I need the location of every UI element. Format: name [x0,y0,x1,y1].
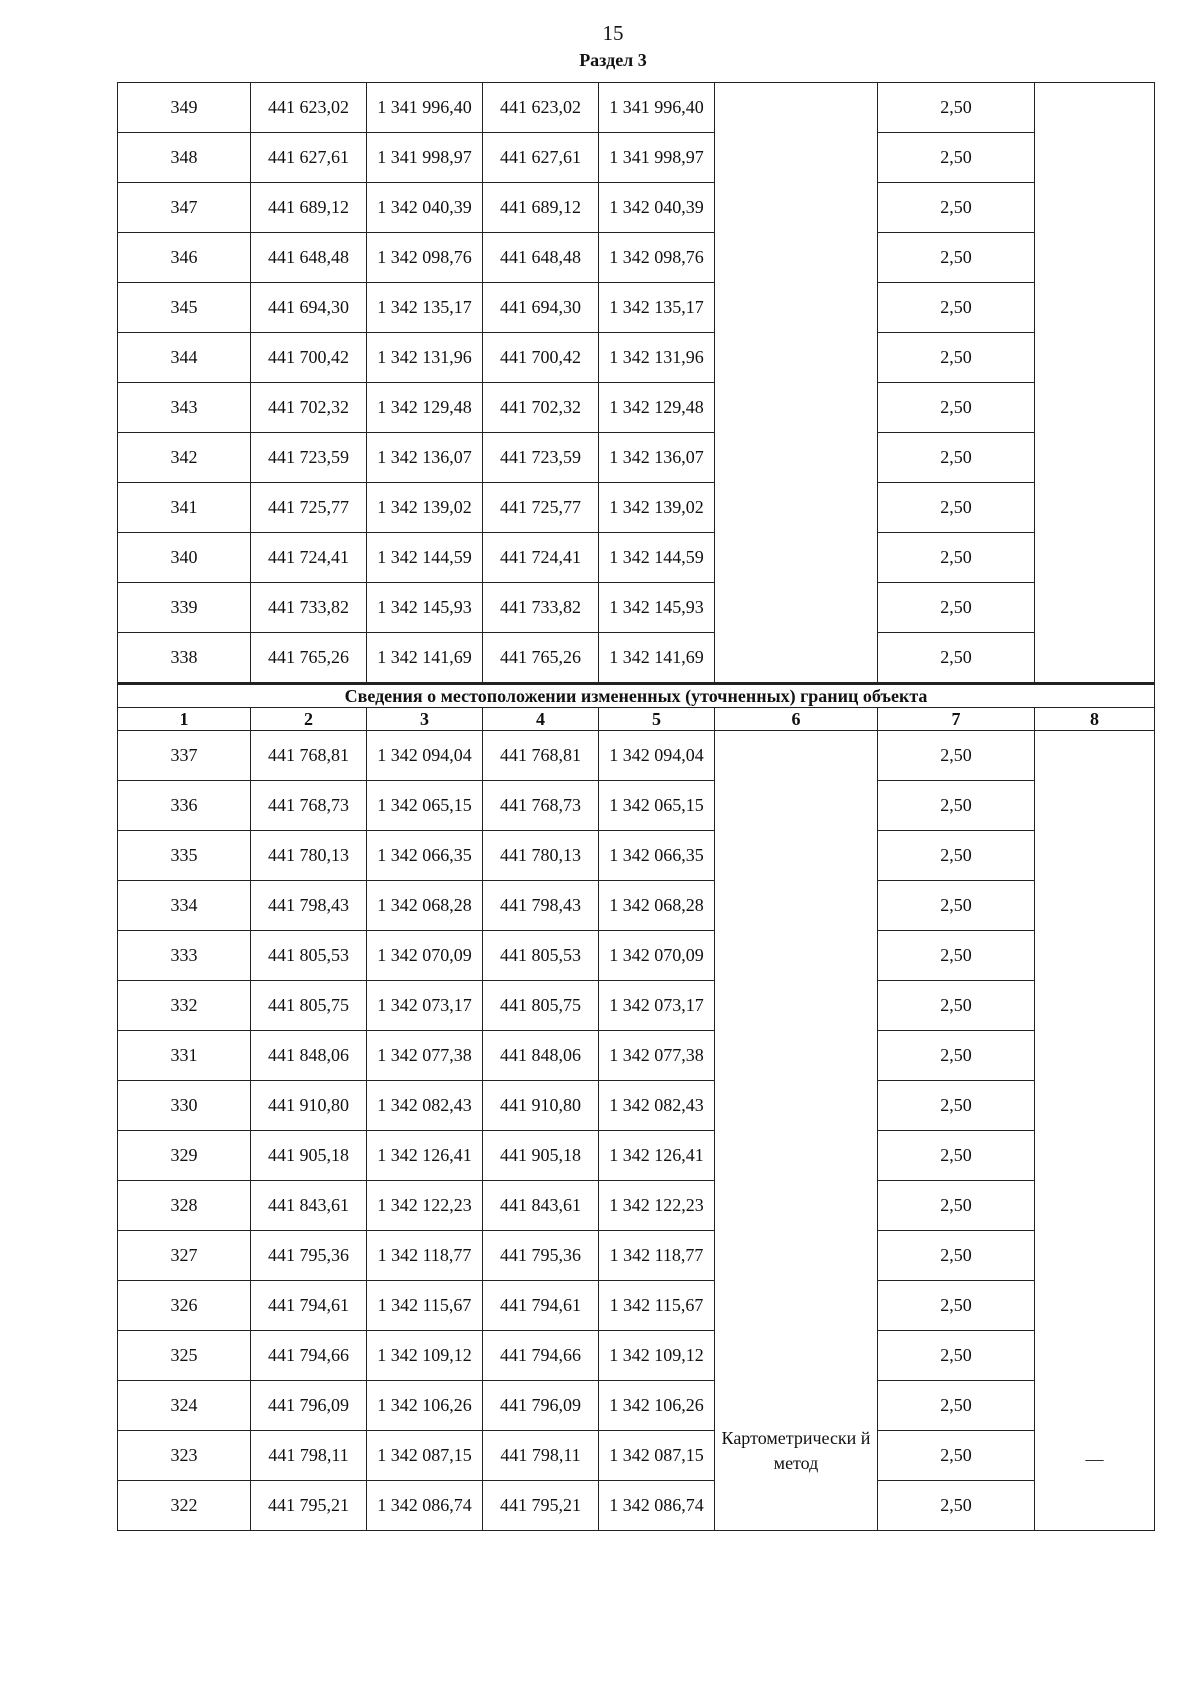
y-new-cell: 1 342 141,69 [599,633,715,684]
table-row [118,533,1155,583]
accuracy-cell: 2,50 [878,483,1035,533]
y-old-cell: 1 342 077,38 [367,1031,483,1081]
x-old-cell: 441 733,82 [251,583,367,633]
x-new-cell: 441 795,21 [483,1481,599,1531]
y-new-cell: 1 342 136,07 [599,433,715,483]
point-number-cell: 336 [118,781,251,831]
point-number-cell: 343 [118,383,251,433]
table-row [118,1281,1155,1331]
y-new-cell: 1 342 082,43 [599,1081,715,1131]
point-number-cell: 341 [118,483,251,533]
column-number-cell: 6 [715,708,878,731]
accuracy-cell: 2,50 [878,1481,1035,1531]
x-new-cell: 441 843,61 [483,1181,599,1231]
y-old-cell: 1 342 136,07 [367,433,483,483]
y-new-cell: 1 342 144,59 [599,533,715,583]
point-number-cell: 331 [118,1031,251,1081]
table-row [118,931,1155,981]
x-old-cell: 441 765,26 [251,633,367,684]
y-old-cell: 1 342 144,59 [367,533,483,583]
point-number-cell: 345 [118,283,251,333]
accuracy-cell: 2,50 [878,881,1035,931]
x-old-cell: 441 798,43 [251,881,367,931]
accuracy-cell: 2,50 [878,1281,1035,1331]
y-new-cell: 1 342 129,48 [599,383,715,433]
y-new-cell: 1 342 139,02 [599,483,715,533]
table-row [118,83,1155,133]
x-new-cell: 441 794,61 [483,1281,599,1331]
y-old-cell: 1 341 998,97 [367,133,483,183]
table-row [118,383,1155,433]
table-row [118,1131,1155,1181]
x-old-cell: 441 648,48 [251,233,367,283]
point-number-cell: 323 [118,1431,251,1481]
accuracy-cell: 2,50 [878,533,1035,583]
x-old-cell: 441 794,66 [251,1331,367,1381]
x-old-cell: 441 794,61 [251,1281,367,1331]
y-old-cell: 1 342 129,48 [367,383,483,433]
x-old-cell: 441 798,11 [251,1431,367,1481]
lower-table-body [118,731,1155,1531]
y-old-cell: 1 342 068,28 [367,881,483,931]
accuracy-cell: 2,50 [878,383,1035,433]
x-old-cell: 441 694,30 [251,283,367,333]
y-old-cell: 1 342 082,43 [367,1081,483,1131]
point-number-cell: 349 [118,83,251,133]
x-new-cell: 441 805,53 [483,931,599,981]
y-new-cell: 1 342 086,74 [599,1481,715,1531]
y-old-cell: 1 342 098,76 [367,233,483,283]
y-new-cell: 1 342 070,09 [599,931,715,981]
column-number-cell: 8 [1035,708,1155,731]
x-old-cell: 441 702,32 [251,383,367,433]
point-number-cell: 327 [118,1231,251,1281]
column-number-cell: 5 [599,708,715,731]
x-old-cell: 441 623,02 [251,83,367,133]
table-row [118,881,1155,931]
accuracy-cell: 2,50 [878,1381,1035,1431]
table-row [118,483,1155,533]
x-new-cell: 441 765,26 [483,633,599,684]
point-number-cell: 337 [118,731,251,781]
x-new-cell: 441 805,75 [483,981,599,1031]
y-new-cell: 1 342 122,23 [599,1181,715,1231]
table-row [118,133,1155,183]
x-old-cell: 441 795,21 [251,1481,367,1531]
y-old-cell: 1 342 126,41 [367,1131,483,1181]
y-new-cell: 1 342 118,77 [599,1231,715,1281]
column-number-cell: 3 [367,708,483,731]
column-number-cell: 2 [251,708,367,731]
point-number-cell: 346 [118,233,251,283]
table-row [118,1081,1155,1131]
table-row [118,283,1155,333]
note-cell: — [1035,731,1155,1531]
x-old-cell: 441 768,73 [251,781,367,831]
x-old-cell: 441 723,59 [251,433,367,483]
y-new-cell: 1 342 077,38 [599,1031,715,1081]
table-row [118,981,1155,1031]
table-row [118,333,1155,383]
x-new-cell: 441 796,09 [483,1381,599,1431]
table-row [118,233,1155,283]
accuracy-cell: 2,50 [878,283,1035,333]
x-old-cell: 441 795,36 [251,1231,367,1281]
x-new-cell: 441 798,43 [483,881,599,931]
y-new-cell: 1 341 996,40 [599,83,715,133]
accuracy-cell: 2,50 [878,931,1035,981]
y-old-cell: 1 342 118,77 [367,1231,483,1281]
x-old-cell: 441 768,81 [251,731,367,781]
y-old-cell: 1 342 073,17 [367,981,483,1031]
x-old-cell: 441 796,09 [251,1381,367,1431]
y-new-cell: 1 342 109,12 [599,1331,715,1381]
y-new-cell: 1 342 131,96 [599,333,715,383]
section-header-cell: Сведения о местоположении измененных (уточненных) границ объекта [118,684,1155,708]
accuracy-cell: 2,50 [878,633,1035,684]
y-old-cell: 1 342 145,93 [367,583,483,633]
y-old-cell: 1 342 040,39 [367,183,483,233]
x-new-cell: 441 798,11 [483,1431,599,1481]
table-row [118,1031,1155,1081]
section-header-row [118,684,1155,708]
table-row [118,1381,1155,1431]
x-new-cell: 441 910,80 [483,1081,599,1131]
accuracy-cell: 2,50 [878,1431,1035,1481]
x-new-cell: 441 723,59 [483,433,599,483]
point-number-cell: 340 [118,533,251,583]
point-number-cell: 335 [118,831,251,881]
x-new-cell: 441 648,48 [483,233,599,283]
y-old-cell: 1 342 141,69 [367,633,483,684]
point-number-cell: 329 [118,1131,251,1181]
x-new-cell: 441 794,66 [483,1331,599,1381]
accuracy-cell: 2,50 [878,1181,1035,1231]
point-number-cell: 348 [118,133,251,183]
table-row [118,781,1155,831]
y-new-cell: 1 342 126,41 [599,1131,715,1181]
point-number-cell: 344 [118,333,251,383]
y-old-cell: 1 342 122,23 [367,1181,483,1231]
table-row [118,1181,1155,1231]
accuracy-cell: 2,50 [878,1331,1035,1381]
x-old-cell: 441 910,80 [251,1081,367,1131]
y-old-cell: 1 342 109,12 [367,1331,483,1381]
y-new-cell: 1 342 073,17 [599,981,715,1031]
accuracy-cell: 2,50 [878,1131,1035,1181]
point-number-cell: 322 [118,1481,251,1531]
x-old-cell: 441 725,77 [251,483,367,533]
y-old-cell: 1 342 065,15 [367,781,483,831]
point-number-cell: 333 [118,931,251,981]
method-cell [715,83,878,684]
y-new-cell: 1 342 094,04 [599,731,715,781]
x-new-cell: 441 623,02 [483,83,599,133]
table-row [118,831,1155,881]
accuracy-cell: 2,50 [878,433,1035,483]
accuracy-cell: 2,50 [878,781,1035,831]
accuracy-cell: 2,50 [878,1231,1035,1281]
point-number-cell: 342 [118,433,251,483]
accuracy-cell: 2,50 [878,981,1035,1031]
x-old-cell: 441 805,53 [251,931,367,981]
y-old-cell: 1 342 139,02 [367,483,483,533]
y-old-cell: 1 342 086,74 [367,1481,483,1531]
accuracy-cell: 2,50 [878,583,1035,633]
x-old-cell: 441 780,13 [251,831,367,881]
accuracy-cell: 2,50 [878,333,1035,383]
accuracy-cell: 2,50 [878,831,1035,881]
point-number-cell: 338 [118,633,251,684]
column-number-cell: 4 [483,708,599,731]
y-new-cell: 1 342 068,28 [599,881,715,931]
x-new-cell: 441 689,12 [483,183,599,233]
table-row [118,1231,1155,1281]
note-cell [1035,83,1155,684]
y-old-cell: 1 342 087,15 [367,1431,483,1481]
coordinates-table [117,82,1155,1531]
y-new-cell: 1 341 998,97 [599,133,715,183]
point-number-cell: 334 [118,881,251,931]
x-old-cell: 441 627,61 [251,133,367,183]
x-new-cell: 441 627,61 [483,133,599,183]
x-new-cell: 441 702,32 [483,383,599,433]
point-number-cell: 324 [118,1381,251,1431]
x-new-cell: 441 733,82 [483,583,599,633]
x-old-cell: 441 724,41 [251,533,367,583]
point-number-cell: 332 [118,981,251,1031]
table-row [118,433,1155,483]
y-old-cell: 1 342 115,67 [367,1281,483,1331]
point-number-cell: 328 [118,1181,251,1231]
point-number-cell: 325 [118,1331,251,1381]
y-new-cell: 1 342 098,76 [599,233,715,283]
x-new-cell: 441 700,42 [483,333,599,383]
table-row [118,1331,1155,1381]
y-old-cell: 1 341 996,40 [367,83,483,133]
x-new-cell: 441 768,73 [483,781,599,831]
x-old-cell: 441 848,06 [251,1031,367,1081]
x-new-cell: 441 694,30 [483,283,599,333]
y-new-cell: 1 342 115,67 [599,1281,715,1331]
point-number-cell: 326 [118,1281,251,1331]
y-old-cell: 1 342 070,09 [367,931,483,981]
column-number-cell: 7 [878,708,1035,731]
x-new-cell: 441 780,13 [483,831,599,881]
accuracy-cell: 2,50 [878,233,1035,283]
accuracy-cell: 2,50 [878,83,1035,133]
point-number-cell: 330 [118,1081,251,1131]
accuracy-cell: 2,50 [878,731,1035,781]
x-new-cell: 441 768,81 [483,731,599,781]
y-old-cell: 1 342 135,17 [367,283,483,333]
x-old-cell: 441 689,12 [251,183,367,233]
method-cell: Картометрически й метод [715,731,878,1531]
column-number-cell: 1 [118,708,251,731]
table-row [118,633,1155,684]
y-new-cell: 1 342 135,17 [599,283,715,333]
x-old-cell: 441 805,75 [251,981,367,1031]
x-new-cell: 441 724,41 [483,533,599,583]
y-old-cell: 1 342 066,35 [367,831,483,881]
table-row [118,731,1155,781]
section-title: Раздел 3 [579,50,647,70]
x-new-cell: 441 725,77 [483,483,599,533]
y-old-cell: 1 342 131,96 [367,333,483,383]
x-old-cell: 441 700,42 [251,333,367,383]
lower-table-header [118,684,1155,731]
accuracy-cell: 2,50 [878,183,1035,233]
y-new-cell: 1 342 040,39 [599,183,715,233]
page-number: 15 [602,21,624,45]
table-row [118,583,1155,633]
y-new-cell: 1 342 106,26 [599,1381,715,1431]
x-old-cell: 441 843,61 [251,1181,367,1231]
y-new-cell: 1 342 145,93 [599,583,715,633]
upper-table-body [118,83,1155,684]
y-new-cell: 1 342 065,15 [599,781,715,831]
point-number-cell: 339 [118,583,251,633]
accuracy-cell: 2,50 [878,133,1035,183]
table-row [118,1431,1155,1481]
column-number-row [118,708,1155,731]
y-new-cell: 1 342 066,35 [599,831,715,881]
table-row [118,183,1155,233]
x-new-cell: 441 795,36 [483,1231,599,1281]
y-old-cell: 1 342 106,26 [367,1381,483,1431]
y-new-cell: 1 342 087,15 [599,1431,715,1481]
x-new-cell: 441 905,18 [483,1131,599,1181]
table-row [118,1481,1155,1531]
y-old-cell: 1 342 094,04 [367,731,483,781]
x-new-cell: 441 848,06 [483,1031,599,1081]
x-old-cell: 441 905,18 [251,1131,367,1181]
point-number-cell: 347 [118,183,251,233]
accuracy-cell: 2,50 [878,1081,1035,1131]
accuracy-cell: 2,50 [878,1031,1035,1081]
